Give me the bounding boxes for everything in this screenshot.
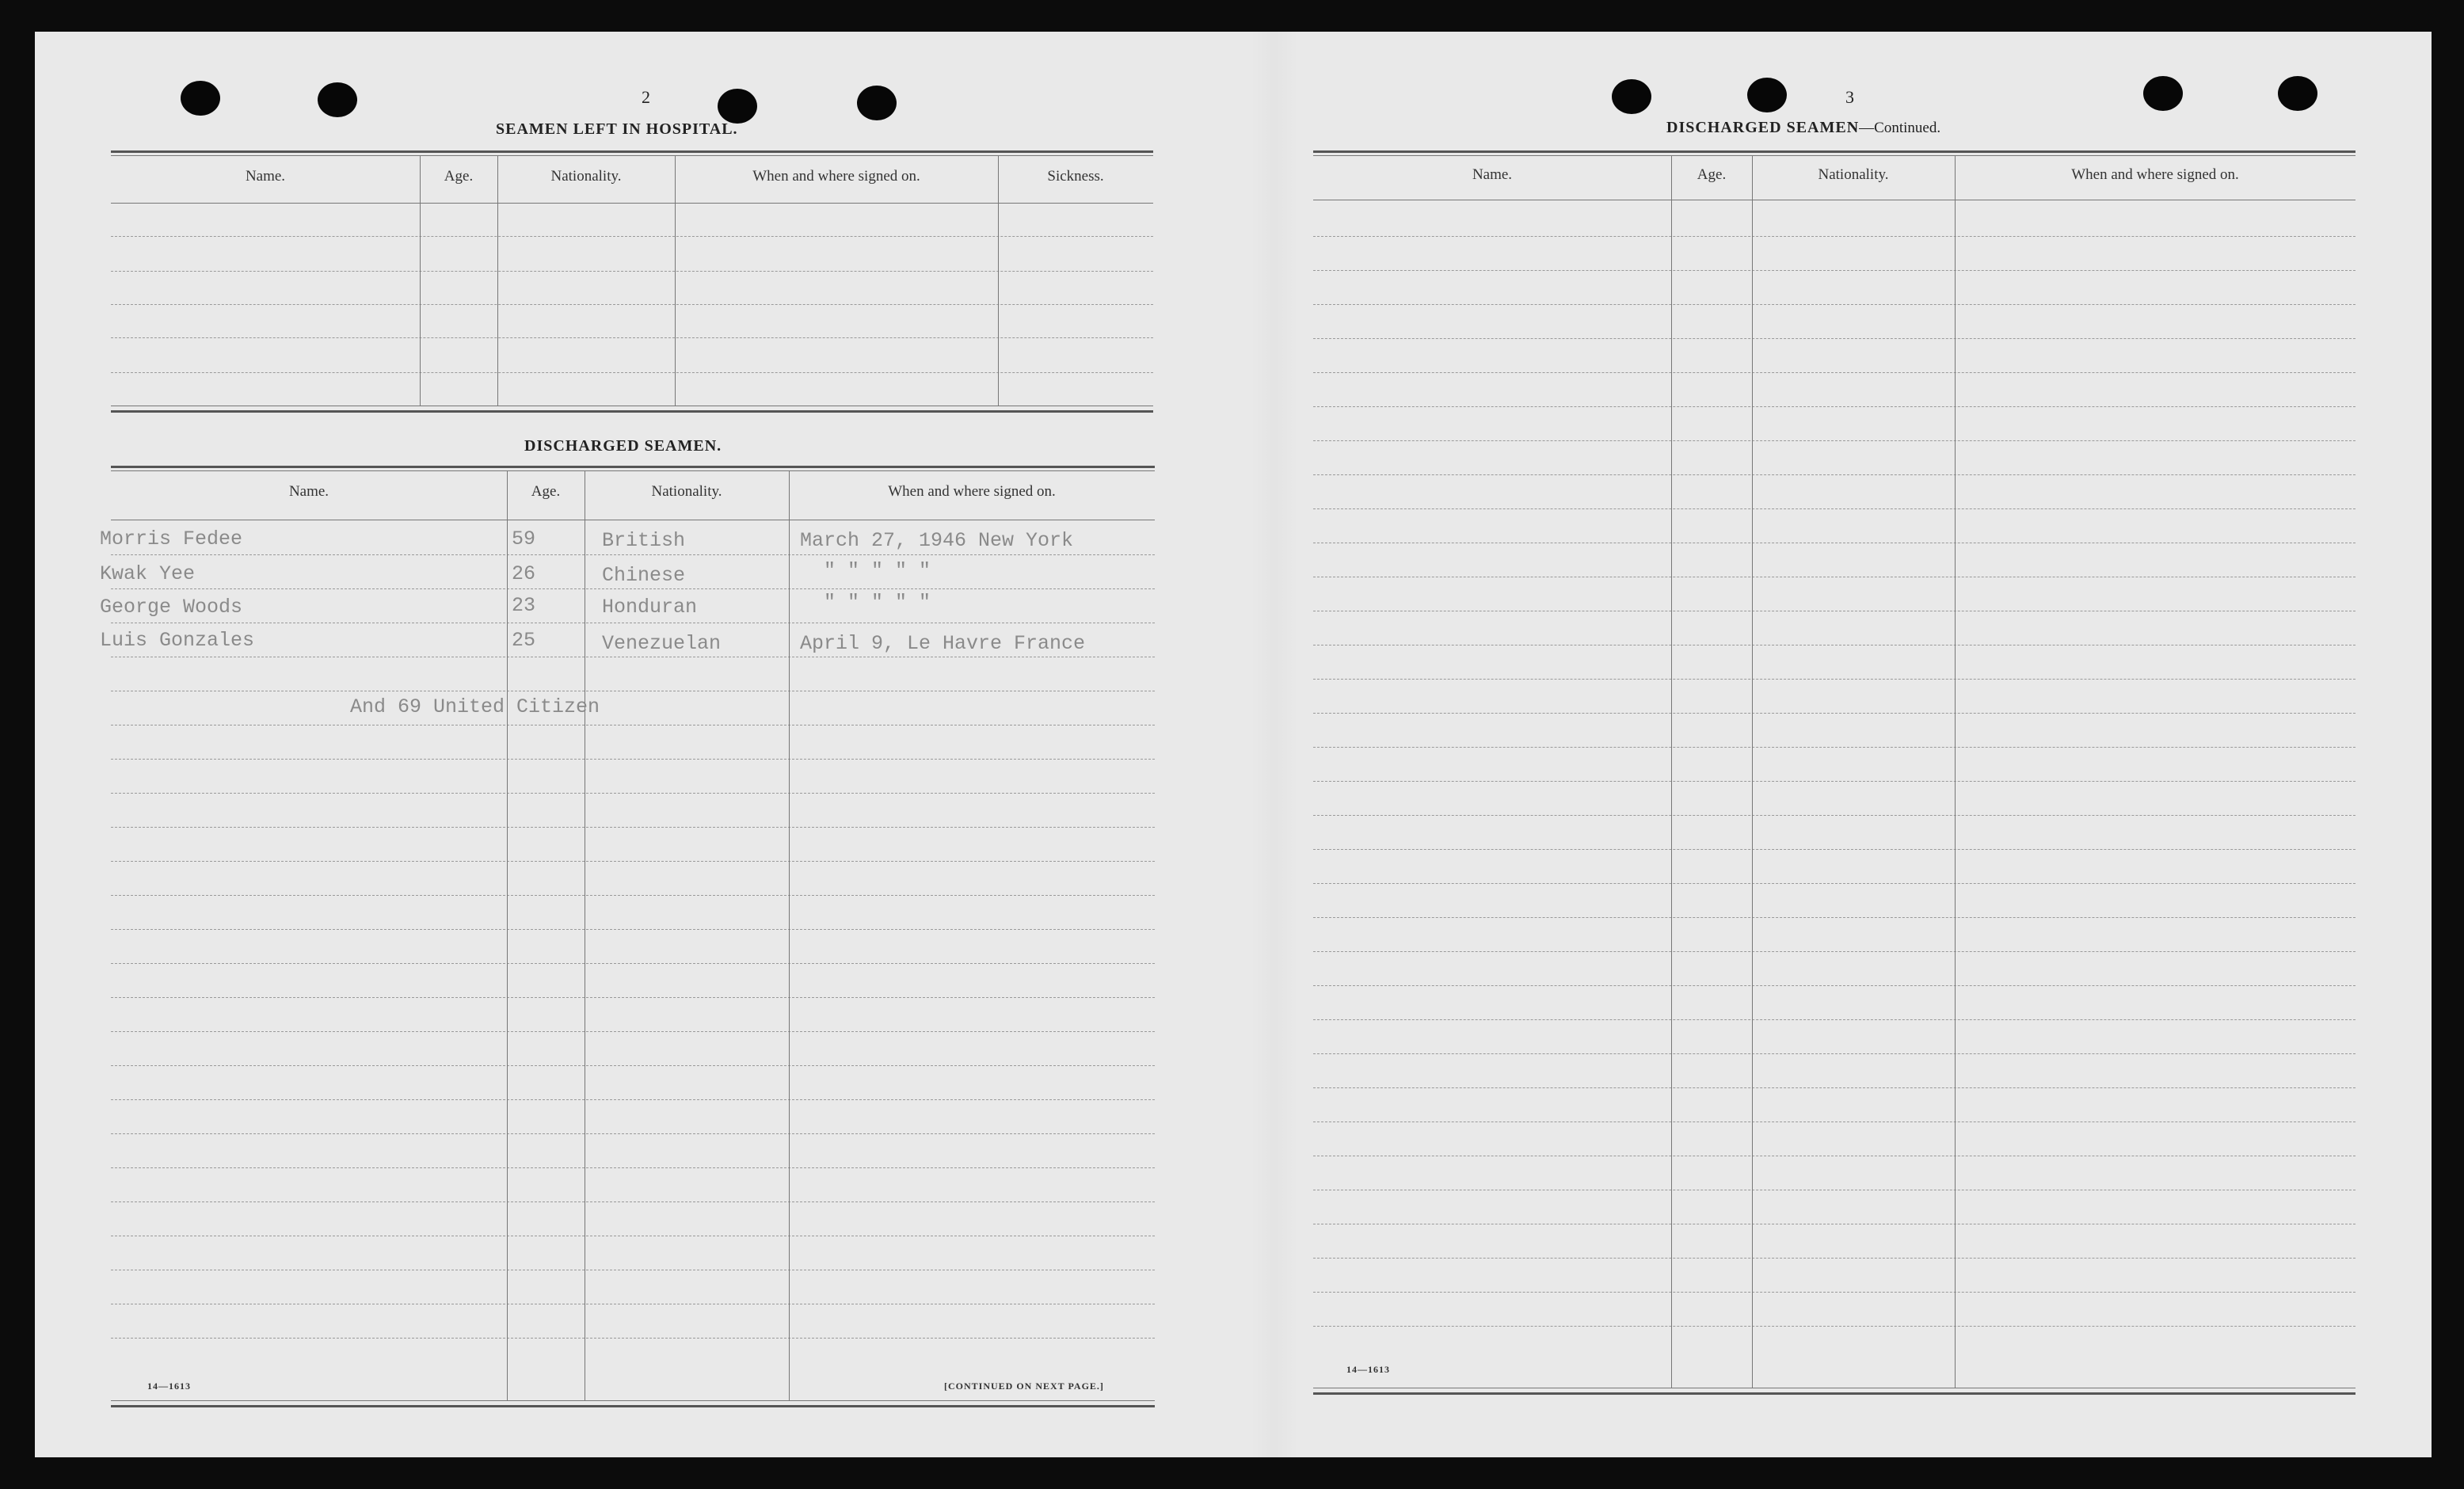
col-header-name: Name. <box>245 168 286 185</box>
table-rule <box>111 997 1155 998</box>
table-rule <box>111 895 1155 896</box>
seaman-age: 25 <box>512 629 536 652</box>
hospital-table <box>111 150 1153 451</box>
table-rule <box>111 1405 1155 1407</box>
table-rule <box>111 271 1153 272</box>
table-rule <box>111 1400 1155 1401</box>
seaman-signed-on: " " " " " <box>824 559 931 582</box>
table-rule <box>1313 1019 2355 1020</box>
table-rule <box>1313 1326 2355 1327</box>
table-rule <box>111 203 1153 204</box>
table-rule <box>1313 951 2355 952</box>
table-rule <box>111 1031 1155 1032</box>
table-rule <box>1313 304 2355 305</box>
punch-hole <box>2278 76 2317 111</box>
table-rule <box>111 470 1155 471</box>
additional-note: And 69 United Citizen <box>350 695 600 718</box>
table-rule <box>111 793 1155 794</box>
table-rule <box>1313 917 2355 918</box>
col-header-name: Name. <box>1472 166 1513 183</box>
table-rule <box>1313 713 2355 714</box>
table-rule <box>111 759 1155 760</box>
table-rule <box>1313 270 2355 271</box>
document-sheet <box>35 32 2432 1457</box>
table-rule <box>111 466 1155 468</box>
page-number-right: 3 <box>1845 87 1854 107</box>
table-rule <box>111 150 1153 153</box>
discharged-continued-table <box>1313 150 2355 1397</box>
table-rule <box>1313 155 2355 156</box>
column-divider <box>1955 155 1956 1388</box>
column-divider <box>675 155 676 406</box>
table-rule <box>1313 508 2355 509</box>
form-number-right: 14—1613 <box>1346 1364 1390 1375</box>
seaman-name: Morris Fedee <box>100 527 243 550</box>
table-rule <box>111 304 1153 305</box>
seaman-nationality: British <box>602 529 686 552</box>
table-rule <box>1313 679 2355 680</box>
table-rule <box>111 588 1155 589</box>
page-number-left: 2 <box>642 87 650 107</box>
table-rule <box>1313 1053 2355 1054</box>
table-rule <box>111 929 1155 930</box>
table-rule <box>111 1099 1155 1100</box>
col-header-name: Name. <box>288 483 329 500</box>
table-rule <box>111 236 1153 237</box>
col-header-nationality: Nationality. <box>1818 166 1889 183</box>
table-rule <box>111 1133 1155 1134</box>
table-rule <box>1313 236 2355 237</box>
table-rule <box>111 410 1153 413</box>
table-rule <box>1313 883 2355 884</box>
table-rule <box>1313 406 2355 407</box>
table-rule <box>1313 474 2355 475</box>
col-header-age: Age. <box>531 483 561 500</box>
column-divider <box>789 470 790 1400</box>
seaman-signed-on: March 27, 1946 New York <box>800 529 1074 552</box>
table-rule <box>111 827 1155 828</box>
punch-hole <box>1747 78 1787 112</box>
table-rule <box>111 1065 1155 1066</box>
form-number-left: 14—1613 <box>147 1380 191 1392</box>
punch-hole <box>2143 76 2183 111</box>
seaman-nationality: Chinese <box>602 564 686 587</box>
table-rule <box>1313 849 2355 850</box>
punch-hole <box>718 89 757 124</box>
table-rule <box>1313 1258 2355 1259</box>
seaman-signed-on: " " " " " <box>824 591 931 614</box>
table-rule <box>1313 338 2355 339</box>
seaman-age: 59 <box>512 527 536 550</box>
table-rule <box>1313 985 2355 986</box>
table-rule <box>1313 440 2355 441</box>
table-rule <box>111 372 1153 373</box>
punch-hole <box>318 82 357 117</box>
seaman-signed-on: April 9, Le Havre France <box>800 632 1086 655</box>
seaman-name: Luis Gonzales <box>100 629 255 652</box>
hospital-section-title: SEAMEN LEFT IN HOSPITAL. <box>496 120 738 138</box>
seaman-age: 23 <box>512 594 536 617</box>
punch-hole <box>181 81 220 116</box>
page-fold <box>1251 32 1298 1457</box>
seaman-age: 26 <box>512 562 536 585</box>
col-header-nationality: Nationality. <box>651 483 722 500</box>
continued-note: [CONTINUED ON NEXT PAGE.] <box>944 1380 1104 1392</box>
column-divider <box>1671 155 1672 1388</box>
discharged-table <box>100 466 1155 1408</box>
table-rule <box>111 861 1155 862</box>
discharged-section-title: DISCHARGED SEAMEN. <box>524 437 722 455</box>
table-rule <box>111 155 1153 156</box>
column-divider <box>497 155 498 406</box>
seaman-name: George Woods <box>100 596 243 619</box>
punch-hole <box>857 86 897 120</box>
table-rule <box>1313 1087 2355 1088</box>
table-rule <box>111 1201 1155 1202</box>
table-rule <box>1313 815 2355 816</box>
column-divider <box>1752 155 1753 1388</box>
table-rule <box>1313 1392 2355 1395</box>
table-rule <box>111 1338 1155 1339</box>
table-rule <box>111 1167 1155 1168</box>
table-rule <box>1313 372 2355 373</box>
seaman-name: Kwak Yee <box>100 562 196 585</box>
seaman-nationality: Honduran <box>602 596 698 619</box>
column-divider <box>420 155 421 406</box>
table-rule <box>1313 781 2355 782</box>
punch-hole <box>1612 79 1651 114</box>
col-header-signed-on: When and where signed on. <box>2071 166 2239 183</box>
title-suffix: —Continued. <box>1859 120 1941 136</box>
col-header-nationality: Nationality. <box>550 168 622 185</box>
title-text: DISCHARGED SEAMEN <box>1666 119 1860 136</box>
col-header-age: Age. <box>444 168 474 185</box>
table-rule <box>1313 150 2355 153</box>
table-rule <box>111 337 1153 338</box>
table-rule <box>1313 1292 2355 1293</box>
col-header-age: Age. <box>1697 166 1727 183</box>
table-rule <box>111 554 1155 555</box>
table-rule <box>111 963 1155 964</box>
discharged-continued-title <box>1666 119 1940 137</box>
col-header-signed-on: When and where signed on. <box>888 483 1056 500</box>
seaman-nationality: Venezuelan <box>602 632 722 655</box>
column-divider <box>998 155 999 406</box>
col-header-signed-on: When and where signed on. <box>752 168 920 185</box>
table-rule <box>1313 747 2355 748</box>
col-header-sickness: Sickness. <box>1047 168 1104 185</box>
column-divider <box>507 470 508 1400</box>
